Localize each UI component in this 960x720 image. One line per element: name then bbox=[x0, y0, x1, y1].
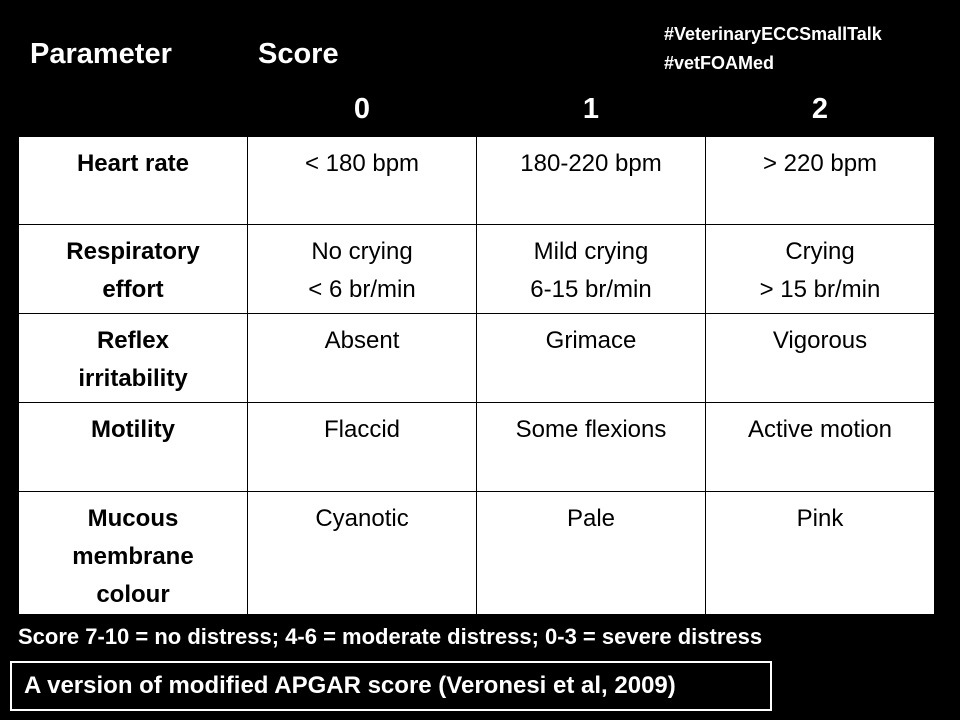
row-parameter: Heart rate bbox=[19, 137, 248, 225]
row-parameter: Motility bbox=[19, 403, 248, 492]
score-1-cell: Some flexions bbox=[477, 403, 706, 492]
hashtags bbox=[664, 20, 882, 78]
score-2-cell: Active motion bbox=[706, 403, 935, 492]
score-1-cell: Grimace bbox=[477, 314, 706, 403]
row-parameter: Respiratory effort bbox=[19, 225, 248, 314]
parameter-header: Parameter bbox=[30, 38, 172, 70]
apgar-table bbox=[18, 136, 935, 615]
row-parameter: Mucous membrane colour bbox=[19, 492, 248, 615]
score-2-cell: Vigorous bbox=[706, 314, 935, 403]
score-0-cell: < 180 bpm bbox=[248, 137, 477, 225]
score-1-cell: Mild crying 6-15 br/min bbox=[477, 225, 706, 314]
table-row-motility bbox=[19, 403, 935, 492]
table-row-reflex-irritability bbox=[19, 314, 935, 403]
table-row-respiratory-effort bbox=[19, 225, 935, 314]
score-column-2: 2 bbox=[811, 93, 829, 125]
score-header: Score bbox=[258, 38, 339, 70]
row-parameter: Reflex irritability bbox=[19, 314, 248, 403]
score-2-cell: Pink bbox=[706, 492, 935, 615]
score-column-0: 0 bbox=[353, 93, 371, 125]
hashtag-2: #vetFOAMed bbox=[664, 53, 775, 73]
score-key: Score 7-10 = no distress; 4-6 = moderate distress; 0-3 = severe distress bbox=[18, 624, 763, 649]
score-2-cell: Crying > 15 br/min bbox=[706, 225, 935, 314]
table-row-mucous-membrane-colour bbox=[19, 492, 935, 615]
score-2-cell: > 220 bpm bbox=[706, 137, 935, 225]
score-0-cell: Flaccid bbox=[248, 403, 477, 492]
score-1-cell: 180-220 bpm bbox=[477, 137, 706, 225]
score-1-cell: Pale bbox=[477, 492, 706, 615]
hashtag-1: #VeterinaryECCSmallTalk bbox=[664, 24, 882, 44]
score-0-cell: Absent bbox=[248, 314, 477, 403]
score-0-cell: Cyanotic bbox=[248, 492, 477, 615]
table-row-heart-rate bbox=[19, 137, 935, 225]
citation-box: A version of modified APGAR score (Veronesi et al, 2009) bbox=[10, 661, 772, 711]
score-0-cell: No crying < 6 br/min bbox=[248, 225, 477, 314]
score-column-1: 1 bbox=[582, 93, 600, 125]
